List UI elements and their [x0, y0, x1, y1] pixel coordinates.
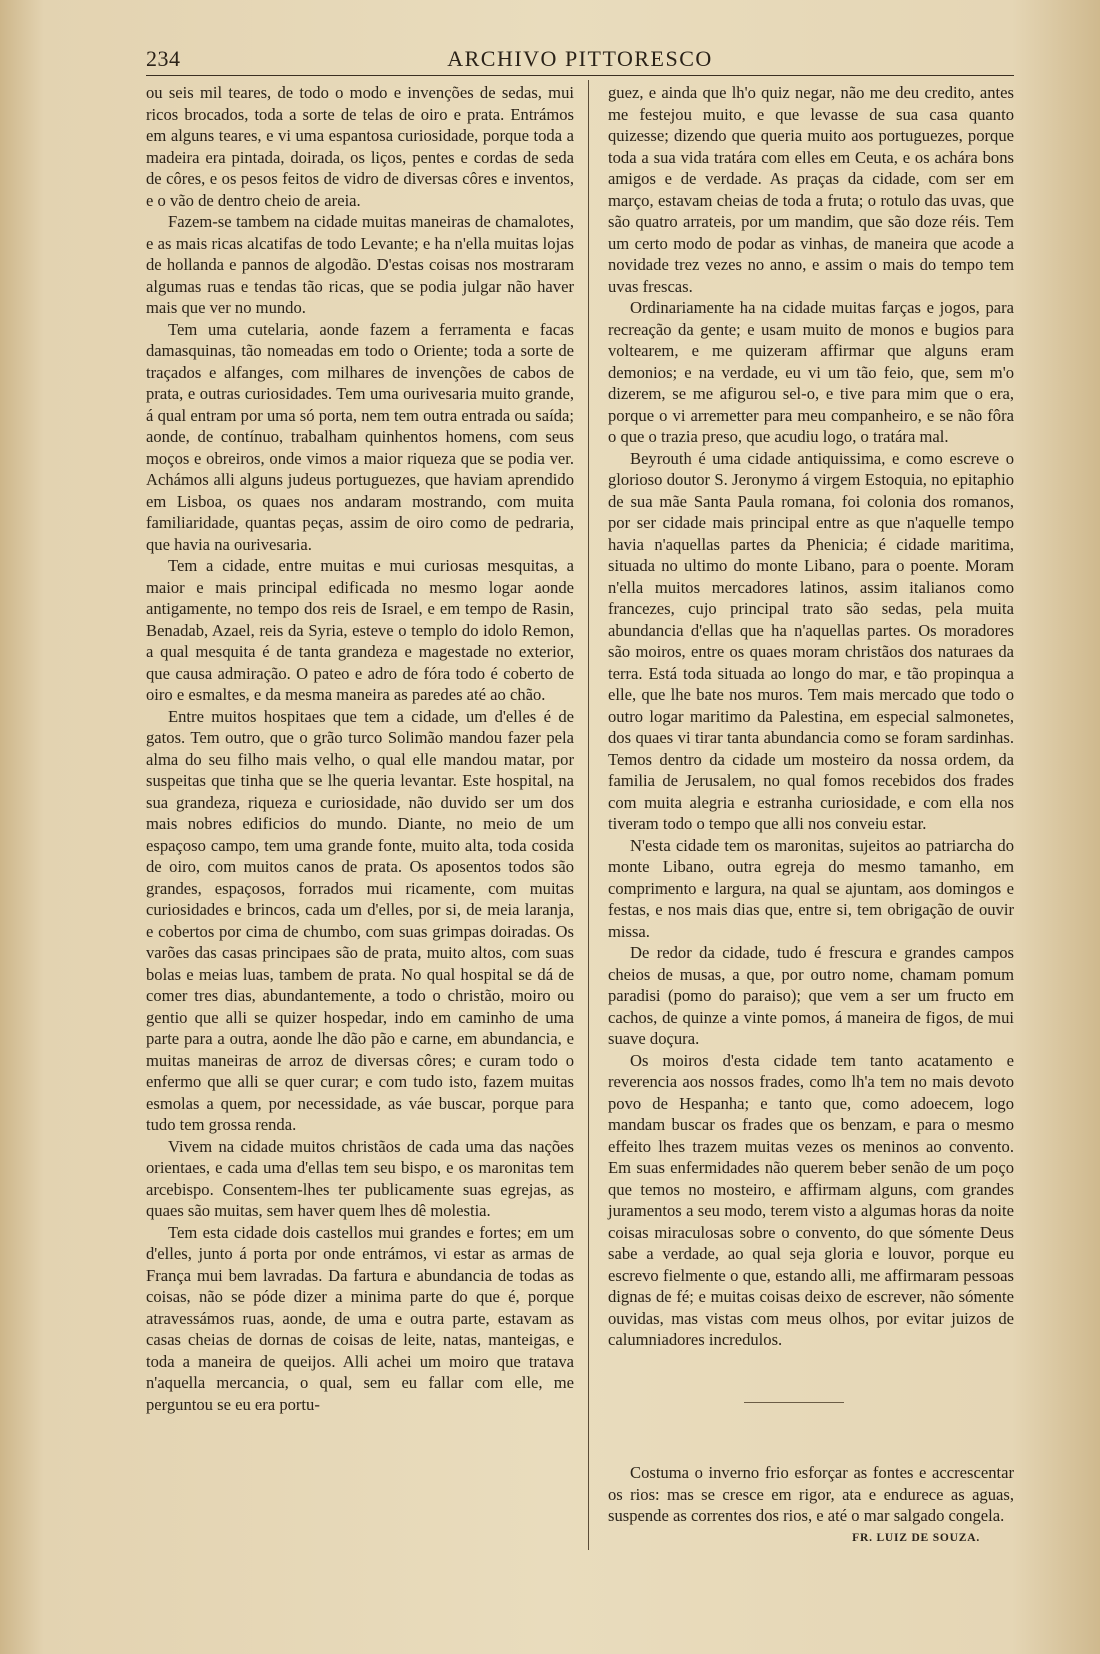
paragraph: ou seis mil teares, de todo o modo e invenções de sedas, mui ricos brocados, toda a sorte de telas de oiro e prata. Entrámos em alguns teares, e vi uma espantosa curiosidade, porque toda a madeira era pintada, doirada, os liços, pentes e cordas de seda de côres, e os pesos feitos de vidro de diversas côres e inventos, e o vão de dentro cheio de areia. [146, 83, 574, 210]
paragraph: Entre muitos hospitaes que tem a cidade, um d'elles é de gatos. Tem outro, que o grão turco Solimão mandou fazer pela alma do seu filho mais velho, o qual elle mandou matar, por suspeitas que tinha que se lhe queria levantar. Este hospital, na sua grandeza, riqueza e curiosidade, não duvido ser um dos mais nobres edificios do mundo. Diante, no meio de um espaçoso campo, tem uma grande fonte, muito alta, toda cosida de oiro, com muitos canos de prata. Os aposentos todos são grandes, espaçosos, forrados mui ricamente, com muitas curiosidades e brincos, cada um d'elles, por si, de meia laranja, e cobertos por cima de chumbo, com suas grimpas doiradas. Os varões das casas principaes são de prata, muito altos, com suas bolas e meias luas, tambem de prata. No qual hospital se dá de comer tres dias, abundantemente, a todo o christão, moiro ou gentio que alli se quizer hospedar, indo em caminho de uma parte para a outra, aonde lhe dão pão e carne, em abundancia, e muitas maneiras de arroz de diversas côres; e curam todo o enfermo que alli se quer curar; e com tudo isto, fazem muitas esmolas a quem, por necessidade, as váe buscar, porque para tudo tem grossa renda. [146, 706, 574, 1134]
paragraph: Fazem-se tambem na cidade muitas maneiras de chamalotes, e as mais ricas alcatifas de todo Levante; e ha n'ella muitas lojas de hollanda e pannos de algodão. D'estas coisas nos mostraram algumas ruas e tendas tão ricas, que se podia julgar não haver mais que ver no mundo. [146, 212, 574, 317]
paragraph: guez, e ainda que lh'o quiz negar, não me deu credito, antes me festejou muito, e que levasse de sua casa quanto quizesse; dizendo que queria muito aos portuguezes, porque toda a sua vida tratára com elles em Ceuta, e os achára bons amigos e de verdade. As praças da cidade, com ser em março, estavam cheias de toda a fruta; o rotulo das uvas, que são quatro arrateis, por um mandim, que são doze réis. Tem um certo modo de podar as vinhas, de maneira que acode a novidade trez vezes no anno, e assim o mais do tempo tem uvas frescas. [608, 83, 1014, 296]
paragraph: De redor da cidade, tudo é frescura e grandes campos cheios de musas, a que, por outro nome, chamam pomum paradisi (pomo do paraiso); que vem a ser um fructo em cachos, de quinze a vinte pomos, á maneira de figos, de mui suave doçura. [608, 943, 1014, 1048]
right-column [608, 82, 1014, 1351]
column-divider [588, 80, 589, 1550]
page-number: 234 [146, 46, 181, 71]
paragraph: Ordinariamente ha na cidade muitas farças e jogos, para recreação da gente; e usam muito de monos e bugios para voltearem, e me quizeram affirmar que alguns eram demonios; e na verdade, eu vi um tão feio, que, sem m'o dizerem, se me afigurou sel-o, e tive para mim que o era, porque o vi arremetter para meu companheiro, e se não fôra o que o trazia preso, que acudiu logo, o tratára mal. [608, 298, 1014, 446]
left-column [146, 82, 574, 1415]
paragraph: Tem uma cutelaria, aonde fazem a ferramenta e facas damasquinas, tão nomeadas em todo o Oriente; toda a sorte de traçados e alfanges, com milhares de invenções de cabos de prata, e outras curiosidades. Tem uma ourivesaria muito grande, á qual entram por uma só porta, nem tem outra entrada ou saída; aonde, de contínuo, trabalham quinhentos homens, com seus moços e obreiros, onde vimos a maior riqueza que se podia ver. Achámos alli alguns judeus portuguezes, que haviam aprendido em Lisboa, os quaes nos andaram mostrando, com muita familiaridade, quantas peças, assim de oiro como de pedraria, que havia na ourivesaria. [146, 319, 574, 554]
running-title: ARCHIVO PITTORESCO [447, 46, 713, 71]
author-signature: FR. LUIZ DE SOUZA. [852, 1532, 980, 1544]
paragraph: Tem esta cidade dois castellos mui grandes e fortes; em um d'elles, junto á porta por onde entrámos, vi estar as armas de França mui bem lavradas. Da fartura e abundancia de todas as coisas, não se póde dizer a minima parte do que é, porque atravessámos ruas, aonde, de uma e outra parte, estavam as casas cheias de dornas de coisas de leite, natas, manteigas, e toda a maneira de queijos. Alli achei um moiro que tratava n'aquella mercancia, o qual, sem eu fallar com elle, me perguntou se eu era portu- [146, 1222, 574, 1414]
header-rule [146, 75, 1014, 76]
paragraph: Vivem na cidade muitos christãos de cada uma das nações orientaes, e cada uma d'ellas tem seu bispo, e os maronitas tem arcebispo. Consentem-lhes ter publicamente suas egrejas, as quaes são muitas, sem haver quem lhes dê molestia. [146, 1136, 574, 1220]
page-header [146, 40, 1014, 80]
paragraph: Os moiros d'esta cidade tem tanto acatamento e reverencia aos nossos frades, como lh'a tem no mais devoto povo de Hespanha; e tanto que, como adoecem, logo mandam buscar os frades que os benzam, e para o mesmo effeito lhes trazem muitas vezes os meninos ao convento. Em suas enfermidades não querem beber senão de um poço que temos no mosteiro, e affirmam alguns, com grandes juramentos a seu modo, terem visto a algumas horas da noite coisas miraculosas sobre o convento, do que sómente Deus sabe a verdade, ao qual seja gloria e louvor, porque eu escrevo fielmente o que, estando alli, me affirmaram pessoas dignas de fé; e muitas coisas deixo de escrever, não sómente ouvidas, mas vistas com meus olhos, por evitar juizos de calumniadores incredulos. [608, 1050, 1014, 1349]
epigram [608, 1462, 1014, 1527]
paragraph: N'esta cidade tem os maronitas, sujeitos ao patriarcha do monte Libano, outra egreja do mesmo tamanho, em comprimento e largura, na qual se ajuntam, aos domingos e festas, e nos mais dias que, entre si, tem obrigação de ouvir missa. [608, 835, 1014, 941]
paragraph: Beyrouth é uma cidade antiquissima, e como escreve o glorioso doutor S. Jeronymo á virgem Estoquia, no epitaphio de sua mãe Santa Paula romana, foi colonia dos romanos, por ser cidade mais principal entre as que n'aquelle tempo havia n'aquellas partes da Phenicia; é cidade maritima, situada no ultimo do monte Libano, para o poente. Moram n'ella muitos mercadores latinos, assim italianos como francezes, cujo principal trato são sedas, pela muita abundancia d'ellas que ha n'aquellas partes. Os moradores são moiros, entre os quaes moram christãos dos naturaes da terra. Está toda situada ao longo do mar, e tão propinqua a elle, que lhe bate nos muros. Tem mais mercado que todo o outro logar maritimo da Palestina, em especial salmonetes, dos quaes vi tirar tanta abundancia como se foram sardinhas. Temos dentro da cidade um mosteiro da nossa ordem, da familia de Jerusalem, no qual fomos recebidos dos frades com muita alegria e estranha curiosidade, e com ella nos tiveram todo o tempo que alli nos conveiu estar. [608, 448, 1014, 833]
section-separator [744, 1402, 844, 1403]
epigram-text: Costuma o inverno frio esforçar as fontes e accrescentar os rios: mas se cresce em rigor, ata e endurece as aguas, suspende as correntes dos rios, e até o mar salgado congela. [608, 1463, 1014, 1525]
paragraph: Tem a cidade, entre muitas e mui curiosas mesquitas, a maior e mais principal edificada no mesmo logar aonde antigamente, no tempo dos reis de Israel, e em tempo de Rasin, Benadab, Azael, reis da Syria, esteve o templo do idolo Remon, a qual mesquita é de tanta grandeza e magestade no exterior, que causa admiração. O pateo e adro de fóra todo é coberto de oiro e esmaltes, e da mesma maneira as paredes até ao chão. [146, 556, 574, 704]
